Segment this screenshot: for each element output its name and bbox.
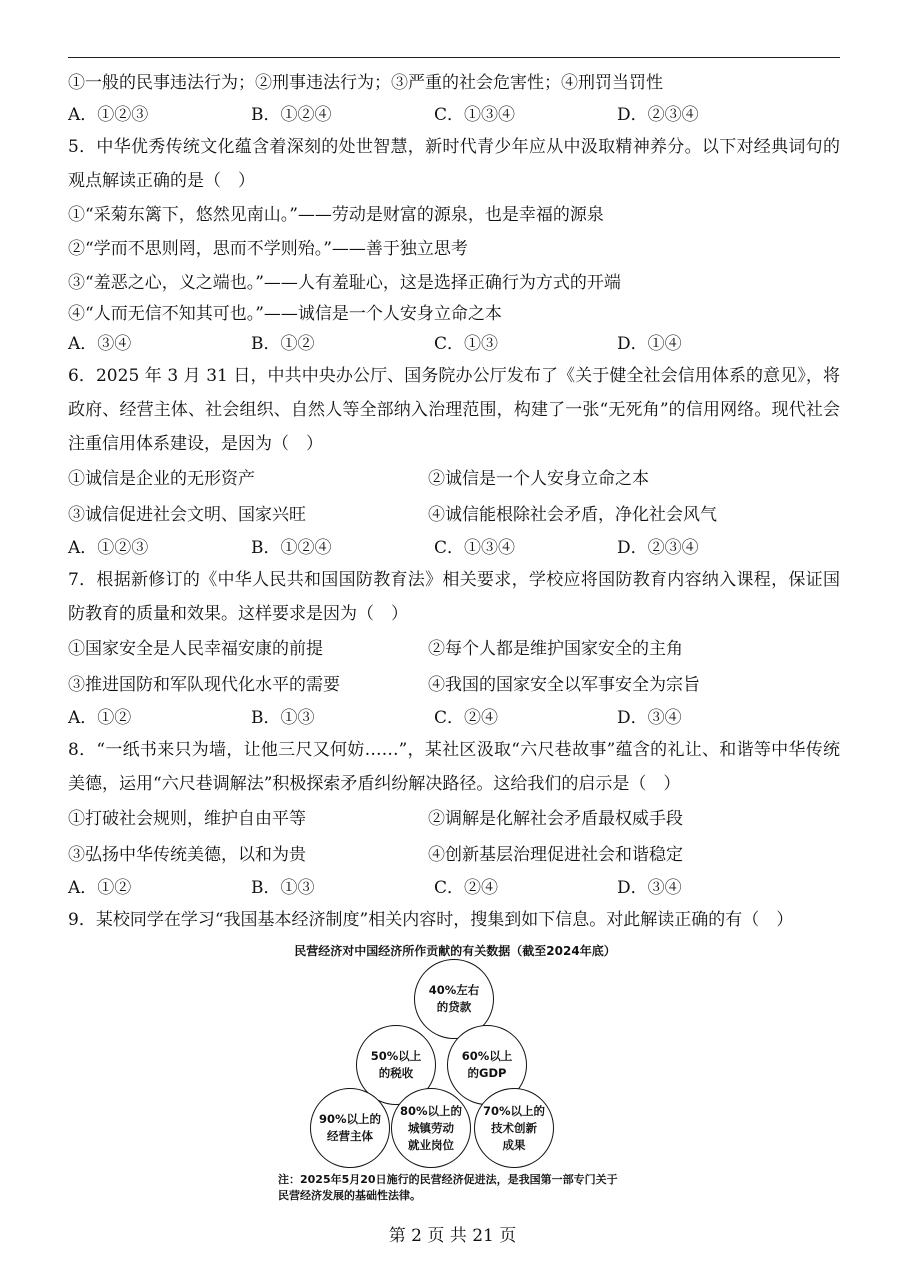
q6-option-a: A．①②③	[68, 538, 149, 558]
q8-option-a: A．①②	[68, 878, 132, 898]
q7-option-a: A．①②	[68, 708, 132, 728]
q5-option-b: B．①②	[251, 334, 315, 354]
q6-statement-2: ②诚信是一个人安身立命之本	[428, 469, 649, 489]
q6-option-c: C．①③④	[434, 538, 516, 558]
q4-option-c: C．①③④	[434, 105, 516, 125]
q7-stem: 7．根据新修订的《中华人民共和国国防教育法》相关要求，学校应将国防教育内容纳入课程，保证国防教育的质量和效果。这样要求是因为（ ）	[68, 570, 840, 624]
circle-tech-innovation: 70%以上的 技术创新 成果	[474, 1088, 554, 1168]
circle-urban-jobs: 80%以上的 城镇劳动 就业岗位	[391, 1088, 471, 1168]
q9-stem: 9．某校同学在学习“我国基本经济制度”相关内容时，搜集到如下信息。对此解读正确的有（ ）	[68, 910, 794, 930]
q6-option-b: B．①②④	[251, 538, 332, 558]
header-rule	[68, 57, 840, 58]
circle-tax: 50%以上 的税收	[356, 1025, 436, 1105]
private-economy-figure	[275, 942, 635, 1212]
q6-option-d: D．②③④	[617, 538, 699, 558]
figure-note: 注：2025年5月20日施行的民营经济促进法，是我国第一部专门关于民营经济发展的基础性法律。	[278, 1173, 618, 1202]
q5-option-d: D．①④	[617, 334, 682, 354]
page-footer: 第 2 页 共 21 页	[388, 1226, 517, 1246]
q5-statement-4: ④“人而无信不知其可也。”——诚信是一个人安身立命之本	[68, 304, 502, 324]
q5-statement-3: ③“羞恶之心，义之端也。”——人有羞耻心，这是选择正确行为方式的开端	[68, 273, 621, 293]
q8-option-c: C．②④	[434, 878, 499, 898]
q5-option-a: A．③④	[68, 334, 132, 354]
q5-stem: 5．中华优秀传统文化蕴含着深刻的处世智慧，新时代青少年应从中汲取精神养分。以下对经典词句的观点解读正确的是（ ）	[68, 137, 840, 191]
q6-statement-4: ④诚信能根除社会矛盾，净化社会风气	[428, 505, 717, 525]
q8-option-d: D．③④	[617, 878, 682, 898]
q7-option-c: C．②④	[434, 708, 499, 728]
q8-statements-row-2	[68, 837, 840, 873]
q7-statement-4: ④我国的国家安全以军事安全为宗旨	[428, 675, 700, 695]
q6-statement-3: ③诚信促进社会文明、国家兴旺	[68, 505, 306, 525]
q4-option-d: D．②③④	[617, 105, 699, 125]
q7-option-b: B．①③	[251, 708, 315, 728]
q4-option-a: A．①②③	[68, 105, 149, 125]
q8-statement-1: ①打破社会规则，维护自由平等	[68, 809, 306, 829]
q7-statement-1: ①国家安全是人民幸福安康的前提	[68, 639, 323, 659]
q5-options	[68, 329, 840, 359]
q8-statements-row-1	[68, 801, 840, 837]
q5-statement-2: ②“学而不思则罔，思而不学则殆。”——善于独立思考	[68, 239, 468, 259]
q4-options	[68, 100, 840, 130]
q8-stem: 8．“一纸书来只为墙，让他三尺又何妨……”，某社区汲取“六尺巷故事”蕴含的礼让、和谐等中华传统美德，运用“六尺巷调解法”积极探索矛盾纠纷解决路径。这给我们的启示是（ ）	[68, 740, 840, 794]
q7-statement-2: ②每个人都是维护国家安全的主角	[428, 639, 683, 659]
q8-statement-4: ④创新基层治理促进社会和谐稳定	[428, 845, 683, 865]
q7-statement-3: ③推进国防和军队现代化水平的需要	[68, 675, 340, 695]
q7-statements-row-2	[68, 667, 840, 703]
figure-title: 民营经济对中国经济所作贡献的有关数据（截至2024年底）	[294, 944, 616, 958]
q6-statements-row-2	[68, 497, 840, 533]
q6-statements-row-1	[68, 461, 840, 497]
circle-loans: 40%左右 的贷款	[414, 959, 494, 1039]
circle-business-entities: 90%以上的 经营主体	[310, 1088, 390, 1168]
q6-statement-1: ①诚信是企业的无形资产	[68, 469, 255, 489]
q4-option-b: B．①②④	[251, 105, 332, 125]
circle-gdp: 60%以上 的GDP	[447, 1025, 527, 1105]
q8-options	[68, 873, 840, 903]
q7-options	[68, 703, 840, 733]
q5-statement-1: ①“采菊东篱下，悠然见南山。”——劳动是财富的源泉，也是幸福的源泉	[68, 205, 604, 225]
q6-options	[68, 533, 840, 563]
q7-statements-row-1	[68, 631, 840, 667]
q8-statement-2: ②调解是化解社会矛盾最权威手段	[428, 809, 683, 829]
q7-option-d: D．③④	[617, 708, 682, 728]
question-content	[68, 66, 840, 937]
q5-option-c: C．①③	[434, 334, 499, 354]
q8-statement-3: ③弘扬中华传统美德，以和为贵	[68, 845, 306, 865]
q6-stem: 6．2025 年 3 月 31 日，中共中央办公厅、国务院办公厅发布了《关于健全社会信用体系的意见》，将政府、经营主体、社会组织、自然人等全部纳入治理范围，构建了一张“无死角”的信用网络。现代社会注重信用体系建设，是因为（ ）	[68, 366, 840, 454]
q4-statements: ①一般的民事违法行为；②刑事违法行为；③严重的社会危害性；④刑罚当罚性	[68, 73, 663, 93]
q8-option-b: B．①③	[251, 878, 315, 898]
